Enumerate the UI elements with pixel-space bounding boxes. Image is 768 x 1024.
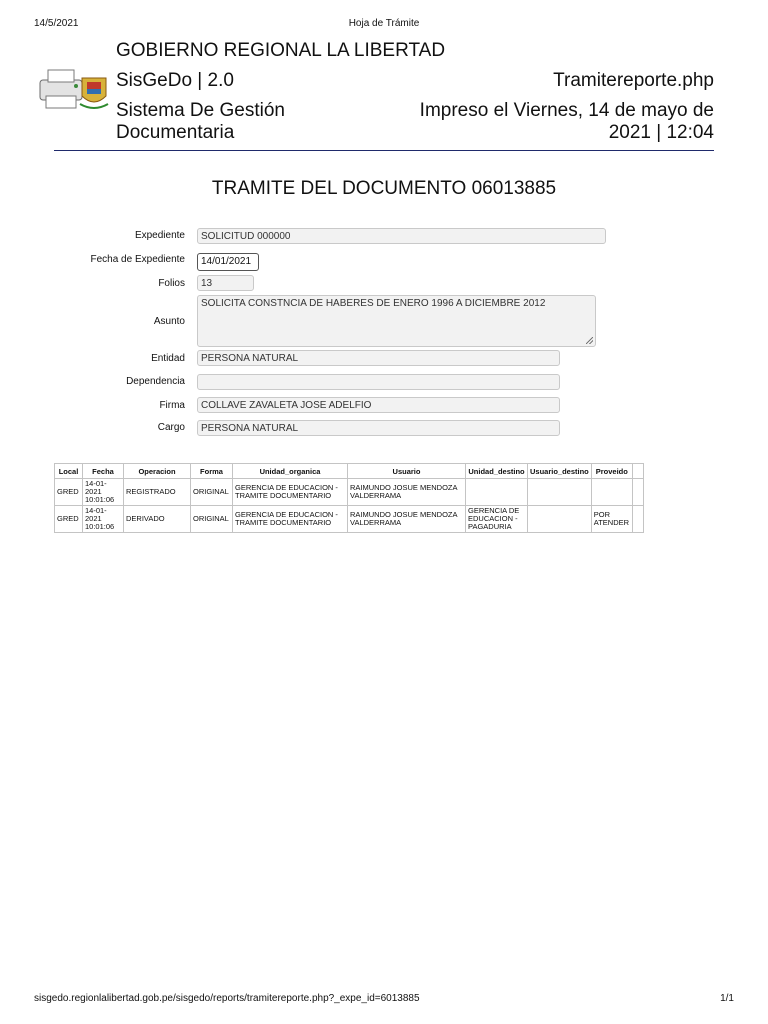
cell-proveido: POR ATENDER	[591, 506, 632, 533]
table-header-row	[55, 464, 644, 479]
cell-usuario-destino	[528, 506, 592, 533]
cell-unidad-destino: GERENCIA DE EDUCACION - PAGADURIA	[466, 506, 528, 533]
tramites-table	[54, 463, 644, 533]
cell-forma: ORIGINAL	[191, 506, 233, 533]
column-header-fecha: Fecha	[83, 464, 124, 479]
printer-logo-icon	[36, 64, 112, 114]
table-row	[55, 479, 644, 506]
column-header-proveido: Proveido	[591, 464, 632, 479]
cell-unidad-destino	[466, 479, 528, 506]
page-number: 1/1	[720, 993, 734, 1004]
cell-forma: ORIGINAL	[191, 479, 233, 506]
asunto-text: SOLICITA CONSTNCIA DE HABERES DE ENERO 1996 A DICIEMBRE 2012	[201, 298, 546, 309]
folios-field[interactable]: 13	[197, 275, 254, 291]
column-header-operacion: Operacion	[124, 464, 191, 479]
folios-label: Folios	[158, 278, 185, 289]
system-name: Sistema De Gestión Documentaria	[116, 100, 285, 143]
print-date: 14/5/2021	[34, 18, 79, 29]
printed-date: Impreso el Viernes, 14 de mayo de 2021 | 12:04	[419, 100, 714, 143]
document-title: TRAMITE DEL DOCUMENTO 06013885	[211, 178, 557, 199]
print-title: Hoja de Trámite	[348, 18, 420, 29]
cell-usuario-destino	[528, 479, 592, 506]
cell-proveido	[591, 479, 632, 506]
cell-spacer	[632, 506, 643, 533]
table-row	[55, 506, 644, 533]
cell-usuario: RAIMUNDO JOSUE MENDOZA VALDERRAMA	[348, 479, 466, 506]
cell-operacion: DERIVADO	[124, 506, 191, 533]
asunto-label: Asunto	[153, 316, 185, 327]
report-file: Tramitereporte.php	[553, 70, 714, 91]
report-header	[54, 38, 714, 151]
column-header-local: Local	[55, 464, 83, 479]
cell-fecha: 14-01-2021 10:01:06	[83, 506, 124, 533]
firma-label: Firma	[159, 400, 185, 411]
cell-fecha: 14-01-2021 10:01:06	[83, 479, 124, 506]
column-header-unidad-organica: Unidad_organica	[233, 464, 348, 479]
resize-handle-icon[interactable]	[586, 337, 593, 344]
cell-operacion: REGISTRADO	[124, 479, 191, 506]
dependencia-label: Dependencia	[126, 376, 185, 387]
cell-unidad-organica: GERENCIA DE EDUCACION - TRAMITE DOCUMENTARIO	[233, 479, 348, 506]
cell-local: GRED	[55, 506, 83, 533]
dependencia-field[interactable]	[197, 374, 560, 390]
fecha-field[interactable]: 14/01/2021	[197, 253, 259, 271]
column-header-forma: Forma	[191, 464, 233, 479]
cargo-label: Cargo	[157, 422, 185, 433]
footer-url: sisgedo.regionlalibertad.gob.pe/sisgedo/reports/tramitereporte.php?_expe_id=6013885	[34, 993, 420, 1004]
system-version: SisGeDo | 2.0	[116, 70, 234, 91]
cell-usuario: RAIMUNDO JOSUE MENDOZA VALDERRAMA	[348, 506, 466, 533]
column-header-usuario: Usuario	[348, 464, 466, 479]
firma-field[interactable]: COLLAVE ZAVALETA JOSE ADELFIO	[197, 397, 560, 413]
cargo-field[interactable]: PERSONA NATURAL	[197, 420, 560, 436]
entidad-label: Entidad	[151, 353, 185, 364]
expediente-field[interactable]: SOLICITUD 000000	[197, 228, 606, 244]
cell-unidad-organica: GERENCIA DE EDUCACION - TRAMITE DOCUMENTARIO	[233, 506, 348, 533]
column-header-usuario-destino: Usuario_destino	[528, 464, 592, 479]
cell-local: GRED	[55, 479, 83, 506]
organization-name: GOBIERNO REGIONAL LA LIBERTAD	[116, 40, 446, 61]
fecha-label: Fecha de Expediente	[90, 254, 185, 265]
cell-spacer	[632, 479, 643, 506]
column-header-spacer	[632, 464, 643, 479]
column-header-unidad-destino: Unidad_destino	[466, 464, 528, 479]
entidad-field[interactable]: PERSONA NATURAL	[197, 350, 560, 366]
expediente-label: Expediente	[134, 230, 185, 241]
asunto-field[interactable]	[197, 295, 596, 347]
